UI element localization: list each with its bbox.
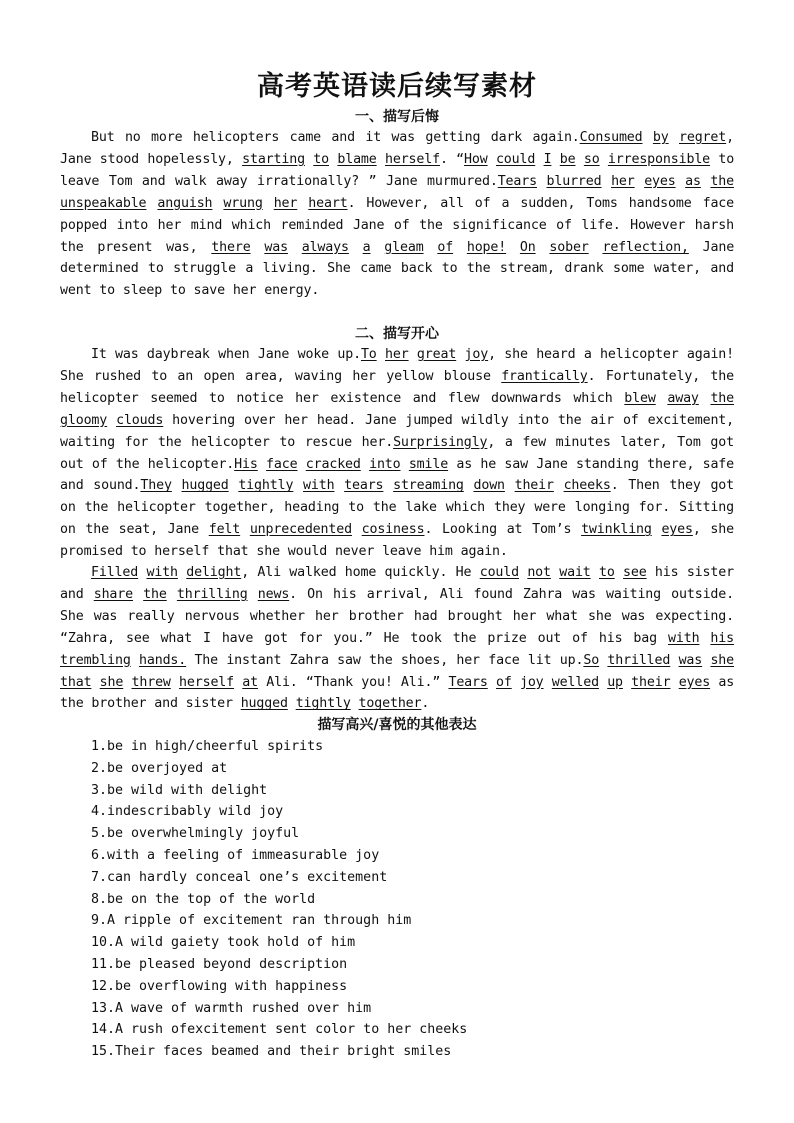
underlined-phrase: was [264,239,288,255]
underlined-phrase: herself [179,674,235,690]
underlined-phrase: face [266,456,298,472]
underlined-phrase: I [543,151,552,167]
text-segment [251,240,265,255]
underlined-phrase: to [598,565,615,580]
underlined-phrase: eyes [678,674,711,690]
underlined-phrase: eyes [644,173,676,189]
text-segment [670,675,678,690]
underlined-phrase: trembling [60,652,131,668]
text-segment: his sister and [60,565,734,602]
underlined-phrase: their [514,478,554,494]
text-segment: . [421,696,430,712]
text-segment [589,240,603,255]
underlined-phrase: that [60,674,92,690]
text-segment: Ali. “Thank you! Ali.” [258,674,449,690]
underlined-phrase: news [257,586,290,602]
expression-item: 14.A rush ofexcitement sent color to her cheeks [91,1022,468,1038]
text-segment [591,565,599,580]
underlined-phrase: irresponsible [607,151,711,167]
text-segment [293,478,303,493]
expression-item: 10.A wild gaiety took hold of him [91,935,356,951]
underlined-phrase: see [623,565,647,580]
underlined-phrase: frantically [501,368,588,384]
text-segment [600,152,608,167]
underlined-phrase: with [668,630,700,646]
underlined-phrase: Consumed [579,130,643,145]
text-segment: . On his arrival, Ali found Zahra was waiting outside. She was really nervous whether her brother had brought her what she was expecting. “Zahra, see what I have got for you.” He took the prize out of his bag [60,586,735,646]
underlined-phrase: blew [624,390,656,406]
underlined-phrase: hugged [181,478,229,494]
underlined-phrase: cracked [305,456,361,472]
text-segment [377,152,385,167]
underlined-phrase: her [611,173,635,189]
text-segment [635,174,645,189]
underlined-phrase: smile [408,456,449,472]
underlined-phrase: Filled [91,565,139,580]
text-segment [351,696,359,711]
text-segment: as he saw Jane standing there, safe and sound. [60,456,735,494]
underlined-phrase: heart [308,195,348,211]
text-segment: as the brother and sister [60,674,735,712]
underlined-phrase: gleam [384,239,424,255]
underlined-phrase: so [583,151,600,167]
text-segment [643,130,653,145]
text-segment [701,174,711,189]
underlined-phrase: to [313,151,330,167]
paragraph-regret [60,127,734,302]
text-segment [551,152,559,167]
text-segment [263,196,274,211]
text-segment: Jane determined to struggle a living. She came back to the stream, drank some water, and went to sleep to save her energy. [60,239,735,299]
underlined-phrase: of [437,239,454,255]
text-segment [248,587,258,602]
underlined-phrase: unspeakable [60,195,147,211]
underlined-phrase: hugged [240,696,288,712]
paragraph-happy-jane [60,344,734,563]
text-segment: . Then they got on the helicopter together, heading to the lake which they were longing for. Sitting on the seat, Jane [60,478,735,538]
text-segment [171,675,179,690]
underlined-phrase: down [473,478,505,494]
underlined-phrase: could [495,151,536,167]
underlined-phrase: always [301,239,349,255]
text-segment [453,240,467,255]
underlined-phrase: threw [131,674,171,690]
underlined-phrase: great [416,347,457,362]
text-segment [652,522,662,537]
text-segment [669,130,679,145]
underlined-phrase: together [358,696,422,712]
underlined-phrase: blame [337,151,377,167]
text-segment [551,565,559,580]
expression-item: 6.with a feeling of immeasurable joy [91,847,380,863]
underlined-phrase: away [667,390,699,406]
underlined-phrase: unprecedented [249,522,352,538]
document-title: 高考英语读后续写素材 [257,71,537,102]
section-heading-regret: 一、描写后悔 [355,109,439,125]
text-segment [488,152,496,167]
underlined-phrase: blurred [546,173,602,189]
text-segment [361,457,369,472]
underlined-phrase: welled [551,674,599,690]
text-segment [488,675,496,690]
underlined-phrase: herself [384,151,440,167]
paragraph-happy-ali [60,562,734,715]
underlined-phrase: not [527,565,551,580]
text-segment [133,587,143,602]
text-segment: . Looking at Tom’s [424,522,582,538]
underlined-phrase: as [685,173,701,189]
text-segment [212,196,223,211]
underlined-phrase: So [583,652,600,668]
expression-item: 2.be overjoyed at [91,760,228,776]
expression-item: 12.be overflowing with happiness [91,978,348,994]
underlined-phrase: cheeks [563,478,611,494]
text-segment [576,152,584,167]
underlined-phrase: be [559,151,576,167]
underlined-phrase: thrilling [176,586,248,602]
section-heading-other-expressions: 描写高兴/喜悦的其他表达 [317,717,477,733]
underlined-phrase: felt [208,522,241,538]
text-segment: , Ali walked home quickly. He [241,565,480,580]
text-segment [536,240,550,255]
underlined-phrase: could [479,565,519,580]
text-segment [535,152,543,167]
text-segment: , Jane stood hopelessly, [60,130,734,167]
text-segment [401,457,409,472]
underlined-phrase: of [496,674,512,690]
text-segment [383,478,393,493]
expression-list [91,736,467,1063]
text-segment [240,522,250,537]
underlined-phrase: her [273,195,298,211]
text-segment [506,240,520,255]
text-segment [623,675,631,690]
underlined-phrase: twinkling [581,522,652,538]
underlined-phrase: gloomy [60,412,108,428]
text-segment [172,478,182,493]
underlined-phrase: up [607,674,623,690]
underlined-phrase: Tears [448,674,488,690]
expression-item: 1.be in high/cheerful spirits [91,739,324,754]
text-segment: , she heard a helicopter again! She rushed to an open area, waving her yellow blouse [60,347,735,384]
expression-item: 9.A ripple of excitement ran through him [91,913,412,929]
underlined-phrase: joy [464,347,489,362]
underlined-phrase: tightly [238,478,294,494]
underlined-phrase: regret [678,130,727,145]
expression-item: 13.A wave of warmth rushed over him [91,1000,372,1016]
underlined-phrase: at [242,674,258,690]
underlined-phrase: tears [344,478,384,494]
underlined-phrase: Surprisingly [393,434,488,450]
text-segment [297,457,305,472]
underlined-phrase: To [360,347,377,362]
text-segment [409,347,417,362]
underlined-phrase: They [140,478,172,494]
text-segment [123,675,131,690]
section-heading-happy: 二、描写开心 [355,326,439,342]
text-segment: It was daybreak when Jane woke up. [91,347,361,362]
text-segment: hovering over her head. Jane jumped wildly into the air of excitement, waiting for the helicopter to rescue her. [60,412,735,450]
text-segment [599,675,607,690]
underlined-phrase: the [143,586,167,602]
text-segment [349,240,363,255]
underlined-phrase: their [631,674,671,690]
underlined-phrase: Tears [497,173,537,189]
underlined-phrase: hands. [139,652,187,668]
text-segment: . However, all of a sudden, Toms handsome face popped into her mind which reminded Jane of the significance of life. However harsh the present was, [60,195,735,255]
expression-item: 5.be overwhelmingly joyful [91,826,300,842]
text-segment [602,174,612,189]
text-segment [537,174,547,189]
underlined-phrase: starting [242,151,305,167]
expression-item: 7.can hardly conceal one’s excitement [91,869,388,885]
expression-item: 3.be wild with delight [91,782,268,798]
underlined-phrase: anguish [157,195,213,211]
text-segment [615,565,623,580]
expression-item: 8.be on the top of the world [91,891,316,907]
text-segment [699,391,711,406]
text-segment [699,631,710,646]
text-segment [676,174,686,189]
text-segment [656,391,668,406]
underlined-phrase: His [234,456,258,472]
text-segment [288,696,296,711]
underlined-phrase: joy [519,674,544,690]
underlined-phrase: a [362,239,371,255]
text-segment [258,457,266,472]
underlined-phrase: reflection, [602,239,689,255]
underlined-phrase: delight [186,565,242,580]
underlined-phrase: his [710,630,734,646]
text-segment [512,675,520,690]
text-segment [505,478,515,493]
text-segment: . Fortunately, the helicopter seemed to notice her existence and flew downwards which [60,368,734,406]
text-segment [178,565,186,580]
text-segment [670,653,678,668]
underlined-phrase: clouds [116,412,164,428]
underlined-phrase: streaming [393,478,464,494]
underlined-phrase: sober [549,239,589,255]
text-segment [146,196,157,211]
underlined-phrase: share [93,586,133,602]
underlined-phrase: her [385,347,409,362]
text-segment [377,347,385,362]
text-segment [352,522,362,537]
text-segment [371,240,385,255]
underlined-phrase: tightly [295,696,351,712]
text-segment: . “ [439,151,465,167]
underlined-phrase: she [710,652,735,668]
underlined-phrase: hope! [466,239,507,255]
text-segment [424,240,438,255]
underlined-phrase: thrilled [607,652,671,668]
text-segment [167,587,177,602]
text-segment [334,478,344,493]
underlined-phrase: cosiness [361,522,425,538]
text-segment [91,675,99,690]
expression-item: 11.be pleased beyond description [91,956,348,972]
text-segment: , a few minutes later, Tom got out of the helicopter. [60,434,734,472]
underlined-phrase: into [369,456,401,472]
text-segment: But no more helicopters came and it was getting dark again. [91,130,580,145]
text-segment [288,240,302,255]
underlined-phrase: she [99,674,124,690]
underlined-phrase: How [464,151,488,167]
underlined-phrase: the [710,173,734,189]
underlined-phrase: the [710,390,735,406]
underlined-phrase: was [678,652,703,668]
text-segment [131,653,139,668]
underlined-phrase: with [303,478,335,494]
text-segment [456,347,464,362]
underlined-phrase: eyes [661,522,693,538]
text-segment [297,196,308,211]
text-segment [229,478,239,493]
text-segment: The instant Zahra saw the shoes, her face lit up. [186,652,584,668]
text-segment: , she promised to herself that she would never leave him again. [60,522,734,560]
text-segment [107,413,116,428]
text-segment [554,478,564,493]
underlined-phrase: wait [559,565,591,580]
underlined-phrase: by [652,130,669,145]
expression-item: 15.Their faces beamed and their bright smiles [91,1044,452,1060]
underlined-phrase: there [211,239,251,255]
underlined-phrase: wrung [223,195,263,211]
text-segment: to leave Tom and walk away irrationally? ” Jane murmured. [60,151,735,189]
text-segment [544,675,552,690]
underlined-phrase: On [519,239,536,255]
underlined-phrase: with [146,565,178,580]
expression-item: 4.indescribably wild joy [91,804,284,820]
